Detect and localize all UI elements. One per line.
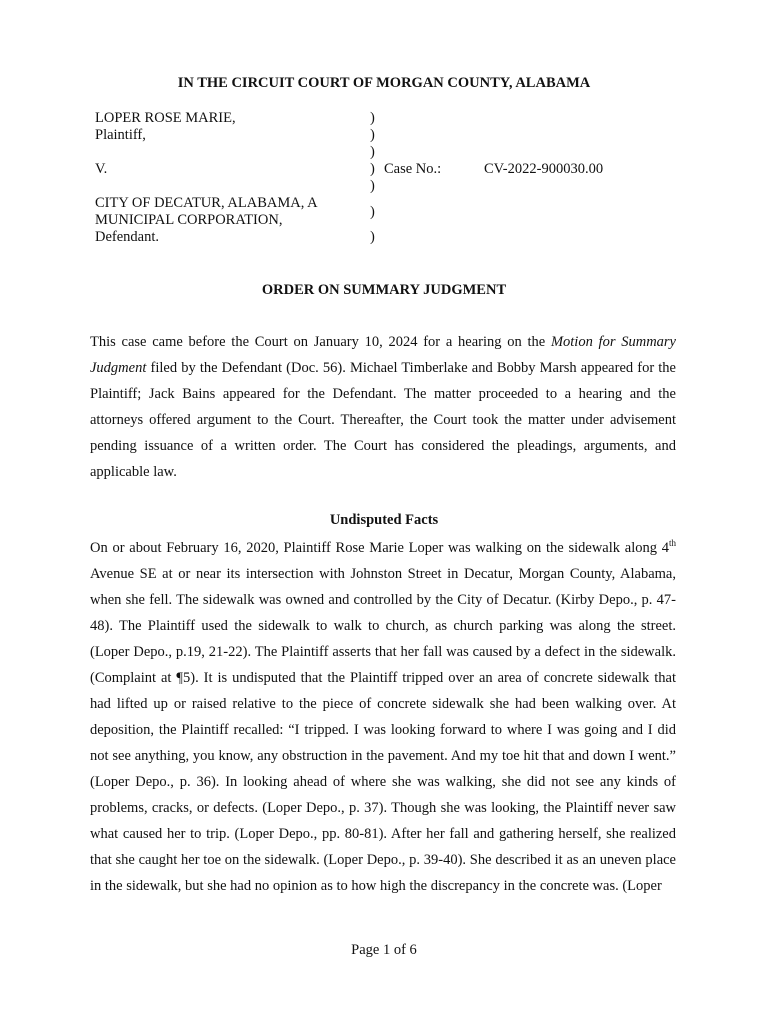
court-heading: IN THE CIRCUIT COURT OF MORGAN COUNTY, ALABAMA <box>177 75 591 91</box>
caption-paren: ) <box>370 161 375 177</box>
plaintiff-role: Plaintiff, <box>95 127 146 143</box>
page-number: Page 1 of 6 <box>351 942 417 958</box>
caption-paren: ) <box>370 178 375 194</box>
caption-paren: ) <box>370 127 375 143</box>
intro-text: This case came before the Court on January 10, 2024 for a hearing on the <box>90 334 551 350</box>
defendant-role: Defendant. <box>95 229 160 245</box>
facts-text: On or about February 16, 2020, Plaintiff Rose Marie Loper was walking on the sidewalk along 4 <box>90 540 669 556</box>
facts-heading: Undisputed Facts <box>329 512 439 528</box>
order-title: ORDER ON SUMMARY JUDGMENT <box>261 282 507 298</box>
versus: V. <box>95 161 108 177</box>
case-number-value: CV-2022-900030.00 <box>484 161 604 177</box>
facts-paragraph <box>90 535 676 899</box>
defendant-line-1: CITY OF DECATUR, ALABAMA, A <box>95 195 318 211</box>
caption-paren: ) <box>370 110 375 126</box>
intro-text: filed by the Defendant (Doc. 56). Michael Timberlake and Bobby Marsh appeared for the Plaintiff; Jack Bains appeared for the Defendant. The matter proceeded to a hearing and the attorneys offered argument to the Court. Thereafter, the Court took the matter under advisement pending issuance of a written order. The Court has considered the pleadings, arguments, and applicable law. <box>90 360 676 480</box>
caption-paren: ) <box>370 229 375 245</box>
facts-text: Avenue SE at or near its intersection with Johnston Street in Decatur, Morgan County, Alabama, when she fell. The sidewalk was owned and controlled by the City of Decatur. (Kirby Depo., p. 47-48). The Plaintiff used the sidewalk to walk to church, as church parking was along the street. (Loper Depo., p.19, 21-22). The Plaintiff asserts that her fall was caused by a defect in the sidewalk. (Complaint at ¶5). It is undisputed that the Plaintiff tripped over an area of concrete sidewalk that had lifted up or raised relative to the piece of concrete sidewalk she had been walking over. At deposition, the Plaintiff recalled: “I tripped. I was looking forward to where I was going and I did not see anything, you know, any obstruction in the pavement. And my toe hit that and down I went.” (Loper Depo., p. 36). In looking ahead of where she was walking, she did not see any kinds of problems, cracks, or defects. (Loper Depo., p. 37). Though she was looking, the Plaintiff never saw what caused her to trip. (Loper Depo., pp. 80-81). After her fall and gathering herself, she realized that she caught her toe on the sidewalk. (Loper Depo., p. 39-40). She described it as an uneven place in the sidewalk, but she had no opinion as to how high the discrepancy in the concrete was. (Loper <box>90 566 676 894</box>
ordinal-suffix: th <box>668 538 676 549</box>
plaintiff-name: LOPER ROSE MARIE, <box>95 110 236 126</box>
caption-paren: ) <box>370 144 375 160</box>
defendant-line-2: MUNICIPAL CORPORATION, <box>95 212 283 228</box>
motion-title: Motion for Summary Judgment <box>90 334 676 376</box>
case-number-label: Case No.: <box>384 161 442 177</box>
caption-paren: ) <box>370 204 375 220</box>
intro-paragraph <box>90 329 676 485</box>
